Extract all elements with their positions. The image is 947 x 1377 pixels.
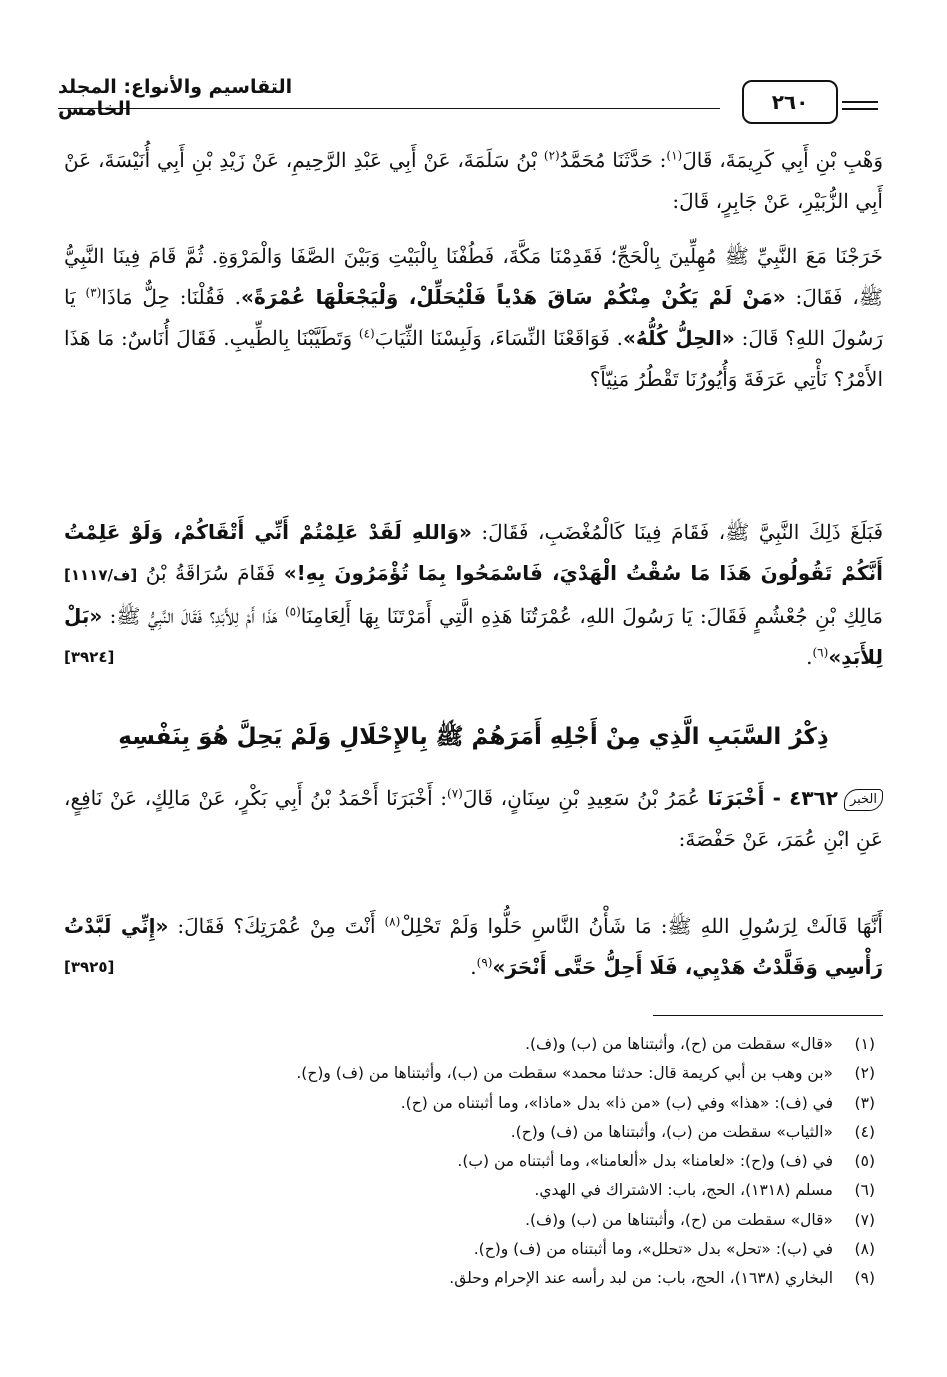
footnote-number: (٢) [854,1064,875,1083]
footnote-number: (٨) [854,1240,875,1259]
header-rule [58,108,720,109]
prophet-quote: «وَاللهِ لَقَدْ عَلِمْتُمْ أَنِّي أَتْقَاكُمْ، وَلَوْ عَلِمْتُ أَنَّكُمْ تَقُولُونَ هَذَا مَا سُقْتُ الْهَدْيَ، فَاسْمَحُوا بِمَا تُؤْمَرُونَ بِهِ!» [64,520,883,585]
footnote-text: في (ب): «تحل» بدل «تحلل»، وما أثبتناه من (ف) و(ح). [473,1240,833,1259]
footnote-text: «قال» سقطت من (ح)، وأثبتناها من (ب) و(ف). [525,1035,833,1053]
prophet-quote: «بَلْ لِلأَبَدِ» [64,604,883,669]
footnote-text: «الثياب» سقطت من (ب)، وأثبتناها من (ف) و(ح). [510,1122,833,1141]
text-run: أَنْتَ مِنْ عُمْرَتِكَ؟ فَقَالَ: [168,914,385,938]
footnote-text: مسلم (١٣١٨)، الحج، باب: الاشتراك في الهدي. [534,1181,833,1200]
header-rule-double [842,101,878,110]
footnote-item [72,1235,875,1264]
footnote-item [72,1147,875,1176]
text-run: خَرَجْنَا مَعَ النَّبِيِّ ﷺ مُهِلِّينَ بِالْحَجِّ؛ فَقَدِمْنَا مَكَّةَ، فَطُفْنَا بِالْبَيْتِ وَبَيْنَ الصَّفَا وَالْمَرْوَةِ. ثُمَّ قَامَ فِينَا النَّبِيُّ ﷺ، فَقَالَ: [64,244,883,309]
footnote-item [72,1206,875,1235]
footnote-separator [653,1015,883,1016]
paragraph-isnad-2 [64,778,883,860]
footnote-item [72,1030,875,1059]
text-run: أَنَّهَا قَالَتْ لِرَسُولِ اللهِ ﷺ: مَا شَأْنُ النَّاسِ حَلُّوا وَلَمْ تَحْلِلْ [400,914,883,938]
paragraph-text [64,778,883,860]
text-run: : حَدَّثَنَا مُحَمَّدُ [559,148,667,172]
footnote-number: (٥) [854,1152,875,1171]
akhbarana-word: أَخْبَرَنَا [707,786,765,810]
footnote-number: (٤) [854,1122,875,1141]
footnote-ref: (٩) [476,955,493,970]
text-run: . [806,645,813,669]
text-run: عُمَرُ بْنُ سَعِيدِ بْنِ سِنَانٍ، قَالَ [462,786,708,810]
footnote-item [72,1264,875,1293]
footnote-ref: (١) [666,148,683,163]
text-run: هَذَا أَمْ لِلأَبَدِ؟ فَقَالَ النَّبِيُّ ﷺ: [102,604,285,628]
footnote-text: البخاري (١٦٣٨)، الحج، باب: من لبد رأسه عند الإحرام وحلق. [449,1269,833,1288]
hadith-ref-number: [٣٩٢٥] [64,958,115,976]
footnote-text: «بن وهب بن أبي كريمة قال: حدثنا محمد» سقطت من (ب)، وأثبتناها من (ف) و(ح). [296,1064,833,1083]
footnote-item [72,1059,875,1088]
footnote-number: (٣) [854,1093,875,1112]
prophet-quote: «إِنِّي لَبَّدْتُ رَأْسِي وَقَلَّدْتُ هَدْيِي، فَلَا أَحِلُّ حَتَّى أَنْحَرَ» [64,914,883,979]
footnote-text: في (ف) و(ح): «لعامنا» بدل «ألعامنا»، وما أثبتناه من (ب). [457,1152,833,1171]
footnote-number: (١) [854,1035,875,1053]
text-run: وَتَطَيَّبْنَا بِالطِّيبِ. فَقَالَ أُنَاسٌ: مَا هَذَا الأَمْرُ؟ نَأْتِي عَرَفَةَ وَأُيُورُنَا تَقْطُرُ مَنِيّاً؟ [64,326,883,391]
section-heading: ذِكْرُ السَّبَبِ الَّذِي مِنْ أَجْلِهِ أَمَرَهُمْ ﷺ بِالإِحْلَالِ وَلَمْ يَحِلَّ هُوَ بِنَفْسِهِ [118,724,829,750]
paragraph-text [64,236,883,400]
prophet-quote: «الحِلُّ كُلُّهُ» [622,326,735,350]
footnotes [72,1030,875,1294]
text-run: يَا رَسُولَ اللهِ؟ قَالَ: [64,285,883,350]
manuscript-ref: [ف/١١١٧] [64,566,138,584]
footnote-ref: (٢) [543,148,560,163]
footnote-number: (٧) [854,1210,875,1229]
text-run: : أَخْبَرَنَا أَحْمَدُ بْنُ أَبِي بَكْرٍ، عَنْ مَالِكٍ، عَنْ نَافِعٍ، عَنِ ابْنِ عُمَرَ، عَنْ حَفْصَةَ: [64,786,883,851]
text-run: وَهْبِ بْنِ أَبِي كَرِيمَةَ، قَالَ [682,148,883,172]
paragraph-text [64,906,883,988]
text-run: فَقَامَ سُرَاقَةُ بْنُ [137,561,284,585]
text-run: بْنُ سَلَمَةَ، عَنْ أَبِي عَبْدِ الرَّحِيمِ، عَنْ زَيْدِ بْنِ أَبِي أُنَيْسَةَ، عَنْ أَبِي الزُّبَيْرِ، عَنْ جَابِرٍ، قَالَ: [64,148,883,213]
paragraph-matn-2 [64,512,883,678]
text-run: مَالِكِ بْنِ جُعْشُمٍ فَقَالَ: يَا رَسُولَ اللهِ، عُمْرَتُنَا هَذِهِ الَّتِي أَمَرْتَنَا بِهَا أَلِعَامِنَا [300,604,883,628]
page-number: ٢٦٠ [742,80,838,124]
footnote-item [72,1176,875,1205]
footnote-number: (٩) [854,1269,875,1288]
paragraph-matn-3 [64,906,883,988]
hadith-ref-number: [٣٩٢٤] [64,648,115,666]
running-title: التقاسيم والأنواع: المجلد الخامس [58,76,293,120]
hadith-number: ٤٣٦٢ - [764,786,838,810]
text-run: فَبَلَغَ ذَلِكَ النَّبِيَّ ﷺ، فَقَامَ فِينَا كَالْمُغْضَبِ، فَقَالَ: [471,520,884,544]
text-run: . فَقُلْنَا: حِلٌّ مَاذَا [101,285,242,309]
text-run: . فَوَاقَعْنَا النِّسَاءَ، وَلَبِسْنَا الثِّيَابَ [374,326,623,350]
footnote-ref: (٦) [812,645,829,660]
footnote-text: «قال» سقطت من (ح)، وأثبتناها من (ب) و(ف). [525,1210,833,1229]
footnote-item [72,1089,875,1118]
text-run: . [470,955,477,979]
footnote-item [72,1118,875,1147]
khabar-icon: الخبر [844,789,883,811]
footnote-ref: (٥) [284,604,301,619]
page-header [58,68,878,138]
prophet-quote: «مَنْ لَمْ يَكُنْ مِنْكُمْ سَاقَ هَدْياً فَلْيُحَلِّلْ، وَلْيَجْعَلْهَا عُمْرَةً» [241,285,786,309]
paragraph-matn [64,236,883,400]
footnote-ref: (٤) [358,326,375,341]
paragraph-isnad [64,140,883,222]
footnote-number: (٦) [854,1181,875,1200]
paragraph-text [64,512,883,678]
paragraph-text [64,140,883,222]
footnote-text: في (ف): «هذا» وفي (ب) «من ذا» بدل «ماذا»، وما أثبتناه من (ح). [400,1093,833,1112]
footnote-ref: (٨) [384,914,401,929]
footnote-ref: (٣) [85,285,102,300]
footnote-ref: (٧) [447,786,463,801]
